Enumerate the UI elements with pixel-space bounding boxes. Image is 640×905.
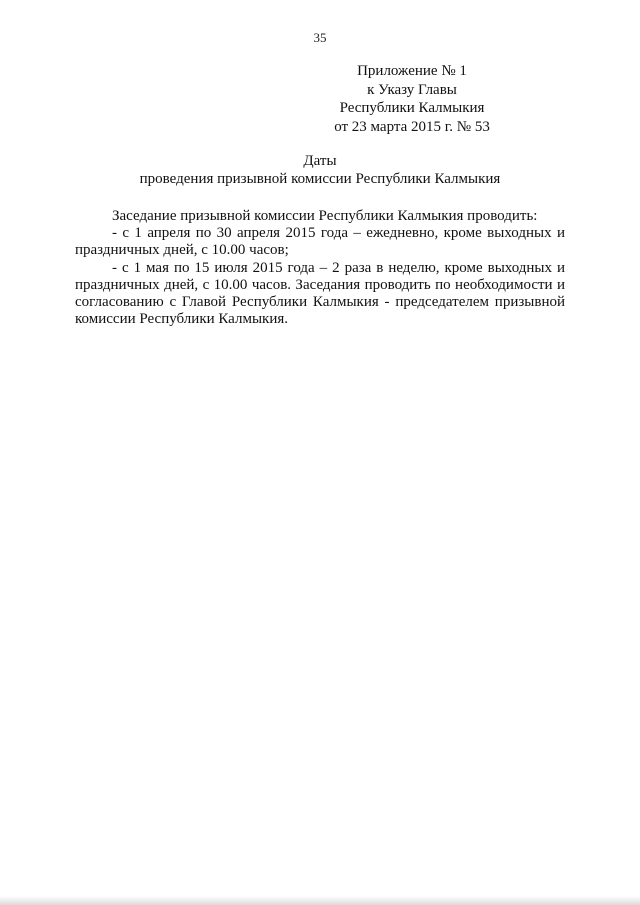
appendix-header (287, 62, 537, 136)
document-title-line-2: проведения призывной комиссии Республики Калмыкия (139, 171, 501, 187)
appendix-line-1: Приложение № 1 (357, 63, 467, 79)
document-title (75, 152, 565, 188)
document-title-line-1: Даты (303, 153, 337, 169)
body-paragraph-2: - с 1 апреля по 30 апреля 2015 года – ежедневно, кроме выходных и праздничных дней, с 10.00 часов; (75, 225, 565, 259)
document-body (75, 208, 565, 328)
body-paragraph-1: Заседание призывной комиссии Республики Калмыкия проводить: (112, 208, 538, 224)
appendix-line-3: Республики Калмыкия (339, 100, 485, 116)
appendix-line-2: к Указу Главы (367, 81, 457, 98)
page-number: 35 (313, 30, 327, 45)
body-paragraph-3: - с 1 мая по 15 июля 2015 года – 2 раза в неделю, кроме выходных и праздничных дней, с 10.00 часов. Заседания проводить по необходимости и согласованию с Главой Республики Калмыкия - председателем призывной комиссии Республики Калмыкия. (75, 259, 565, 328)
appendix-line-4: от 23 марта 2015 г. № 53 (334, 118, 490, 135)
